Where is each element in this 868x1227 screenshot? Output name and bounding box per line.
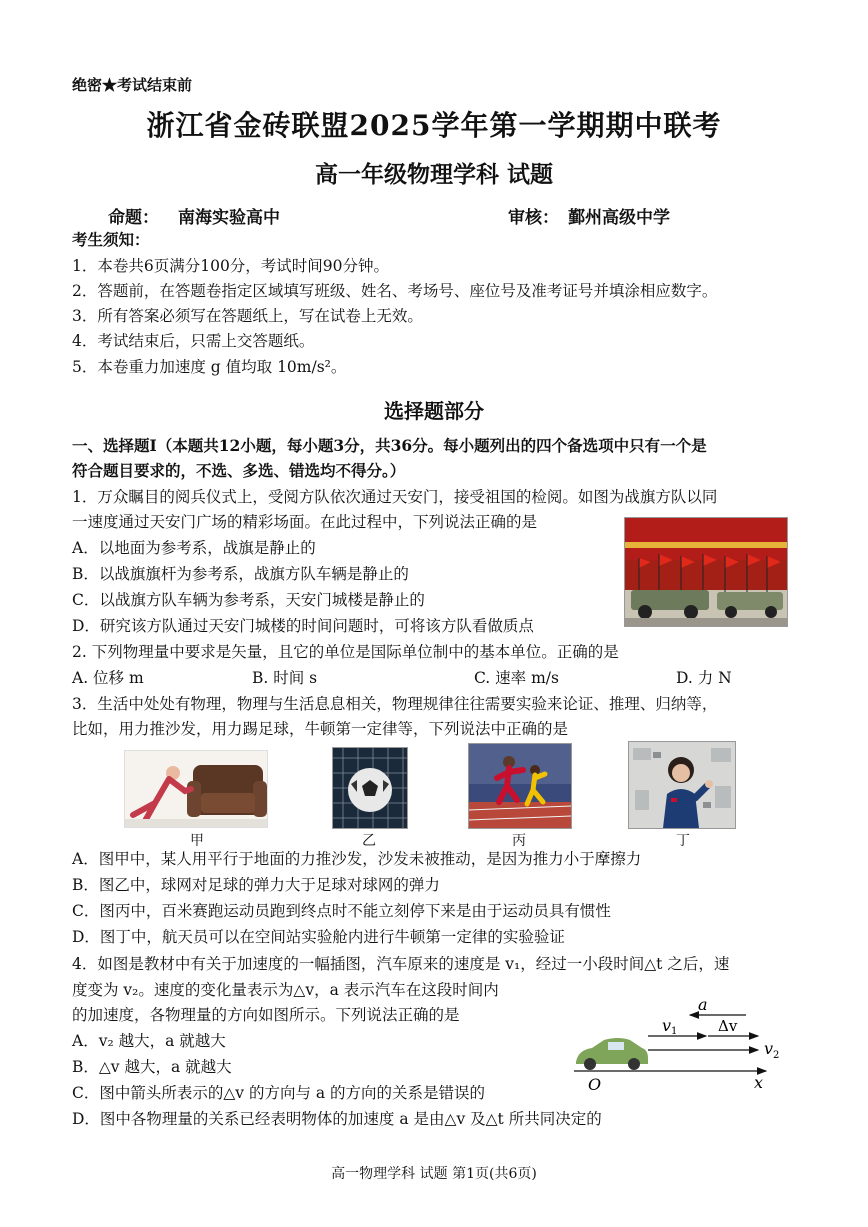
page-footer: 高一物理学科 试题 第1页(共6页) xyxy=(331,1166,537,1182)
exam-subtitle: 高一年级物理学科 试题 xyxy=(314,161,553,188)
author-label: 命题： xyxy=(108,208,159,228)
sprint-photo xyxy=(468,743,572,829)
q4-stem: 度变为 v₂。速度的变化量表示为△v，a 表示汽车在这段时间内 xyxy=(72,981,499,999)
q3-stem: 3．生活中处处有物理，物理与生活息息相关，物理规律往往需要实验来论证、推理、归纳等， xyxy=(72,695,718,713)
q4-stem: 的加速度，各物理量的方向如图所示。下列说法正确的是 xyxy=(72,1006,460,1024)
q1-option-c: C．以战旗方队车辆为参考系，天安门城楼是静止的 xyxy=(72,591,425,609)
notice-item: 5．本卷重力加速度 g 值均取 10m/s²。 xyxy=(72,358,347,376)
q4-option-a: A．v₂ 越大，a 就越大 xyxy=(72,1032,226,1050)
q3-stem: 比如，用力推沙发，用力踢足球，牛顿第一定律等，下列说法中正确的是 xyxy=(72,720,569,738)
q3-option-c: C．图丙中，百米赛跑运动员跑到终点时不能立刻停下来是由于运动员具有惯性 xyxy=(72,902,611,920)
notice-item: 4．考试结束后，只需上交答题纸。 xyxy=(72,332,315,350)
label-a: a xyxy=(698,995,708,1014)
confidential-mark: 绝密★考试结束前 xyxy=(72,76,193,94)
q1-option-b: B．以战旗旗杆为参考系，战旗方队车辆是静止的 xyxy=(72,565,409,583)
q1-stem: 1．万众瞩目的阅兵仪式上，受阅方队依次通过天安门，接受祖国的检阅。如图为战旗方队以同 xyxy=(72,488,718,506)
q2-option-a: A. 位移 m xyxy=(72,669,144,687)
q4-option-d: D．图中各物理量的关系已经表明物体的加速度 a 是由△v 及△t 所共同决定的 xyxy=(72,1110,602,1128)
reviewer-label: 审核： xyxy=(508,208,559,228)
acceleration-diagram xyxy=(570,994,786,1094)
author-school: 南海实验高中 xyxy=(178,208,280,228)
caption-yi: 乙 xyxy=(362,833,376,849)
q3-option-d: D．图丁中，航天员可以在空间站实验舱内进行牛顿第一定律的实验验证 xyxy=(72,928,565,946)
q1-option-d: D．研究该方队通过天安门城楼的时间问题时，可将该方队看做质点 xyxy=(72,617,534,635)
exam-title: 浙江省金砖联盟2025学年第一学期期中联考 xyxy=(146,109,722,142)
q4-option-c: C．图中箭头所表示的△v 的方向与 a 的方向的关系是错误的 xyxy=(72,1084,486,1102)
section-title: 选择题部分 xyxy=(384,399,484,423)
soccer-net-photo xyxy=(332,747,408,829)
q1-option-a: A．以地面为参考系，战旗是静止的 xyxy=(72,539,316,557)
caption-jia: 甲 xyxy=(190,833,204,849)
label-v2-sub: 2 xyxy=(773,1050,780,1061)
q2-stem: 2. 下列物理量中要求是矢量，且它的单位是国际单位制中的基本单位。正确的是 xyxy=(72,643,619,661)
q4-stem: 4．如图是教材中有关于加速度的一幅插图，汽车原来的速度是 v₁，经过一小段时间△t 之后，速 xyxy=(72,955,730,973)
label-v2: v xyxy=(764,1039,774,1058)
notice-item: 2．答题前，在答题卷指定区域填写班级、姓名、考场号、座位号及准考证号并填涂相应数字。 xyxy=(72,282,718,300)
car-icon xyxy=(576,1038,648,1070)
q1-stem: 一速度通过天安门广场的精彩场面。在此过程中，下列说法正确的是 xyxy=(72,513,538,531)
notice-item: 1．本卷共6页满分100分，考试时间90分钟。 xyxy=(72,257,390,275)
label-v1-sub: 1 xyxy=(671,1026,678,1037)
astronaut-photo xyxy=(628,741,736,829)
label-dv: Δv xyxy=(718,1017,738,1035)
caption-bing: 丙 xyxy=(512,833,526,849)
instructions-line: 符合题目要求的，不选、多选、错选均不得分。） xyxy=(72,461,406,480)
instructions-line: 一、选择题I（本题共12小题，每小题3分，共36分。每小题列出的四个备选项中只有一个是 xyxy=(72,436,707,455)
q2-option-c: C. 速率 m/s xyxy=(474,669,559,687)
notice-title: 考生须知： xyxy=(72,230,150,249)
label-x: x xyxy=(754,1073,764,1092)
push-sofa-photo xyxy=(124,750,268,828)
q3-option-b: B．图乙中，球网对足球的弹力大于足球对球网的弹力 xyxy=(72,876,440,894)
q4-option-b: B．△v 越大，a 就越大 xyxy=(72,1058,232,1076)
parade-photo xyxy=(624,517,788,627)
label-v1: v xyxy=(662,1016,672,1035)
label-origin: O xyxy=(588,1075,602,1094)
q3-option-a: A．图甲中，某人用平行于地面的力推沙发，沙发未被推动，是因为推力小于摩擦力 xyxy=(72,850,642,868)
reviewer-school: 鄞州高级中学 xyxy=(568,208,670,228)
q2-option-d: D. 力 N xyxy=(676,669,732,687)
caption-ding: 丁 xyxy=(676,833,690,849)
q2-option-b: B. 时间 s xyxy=(252,669,318,687)
notice-item: 3．所有答案必须写在答题纸上，写在试卷上无效。 xyxy=(72,307,423,325)
